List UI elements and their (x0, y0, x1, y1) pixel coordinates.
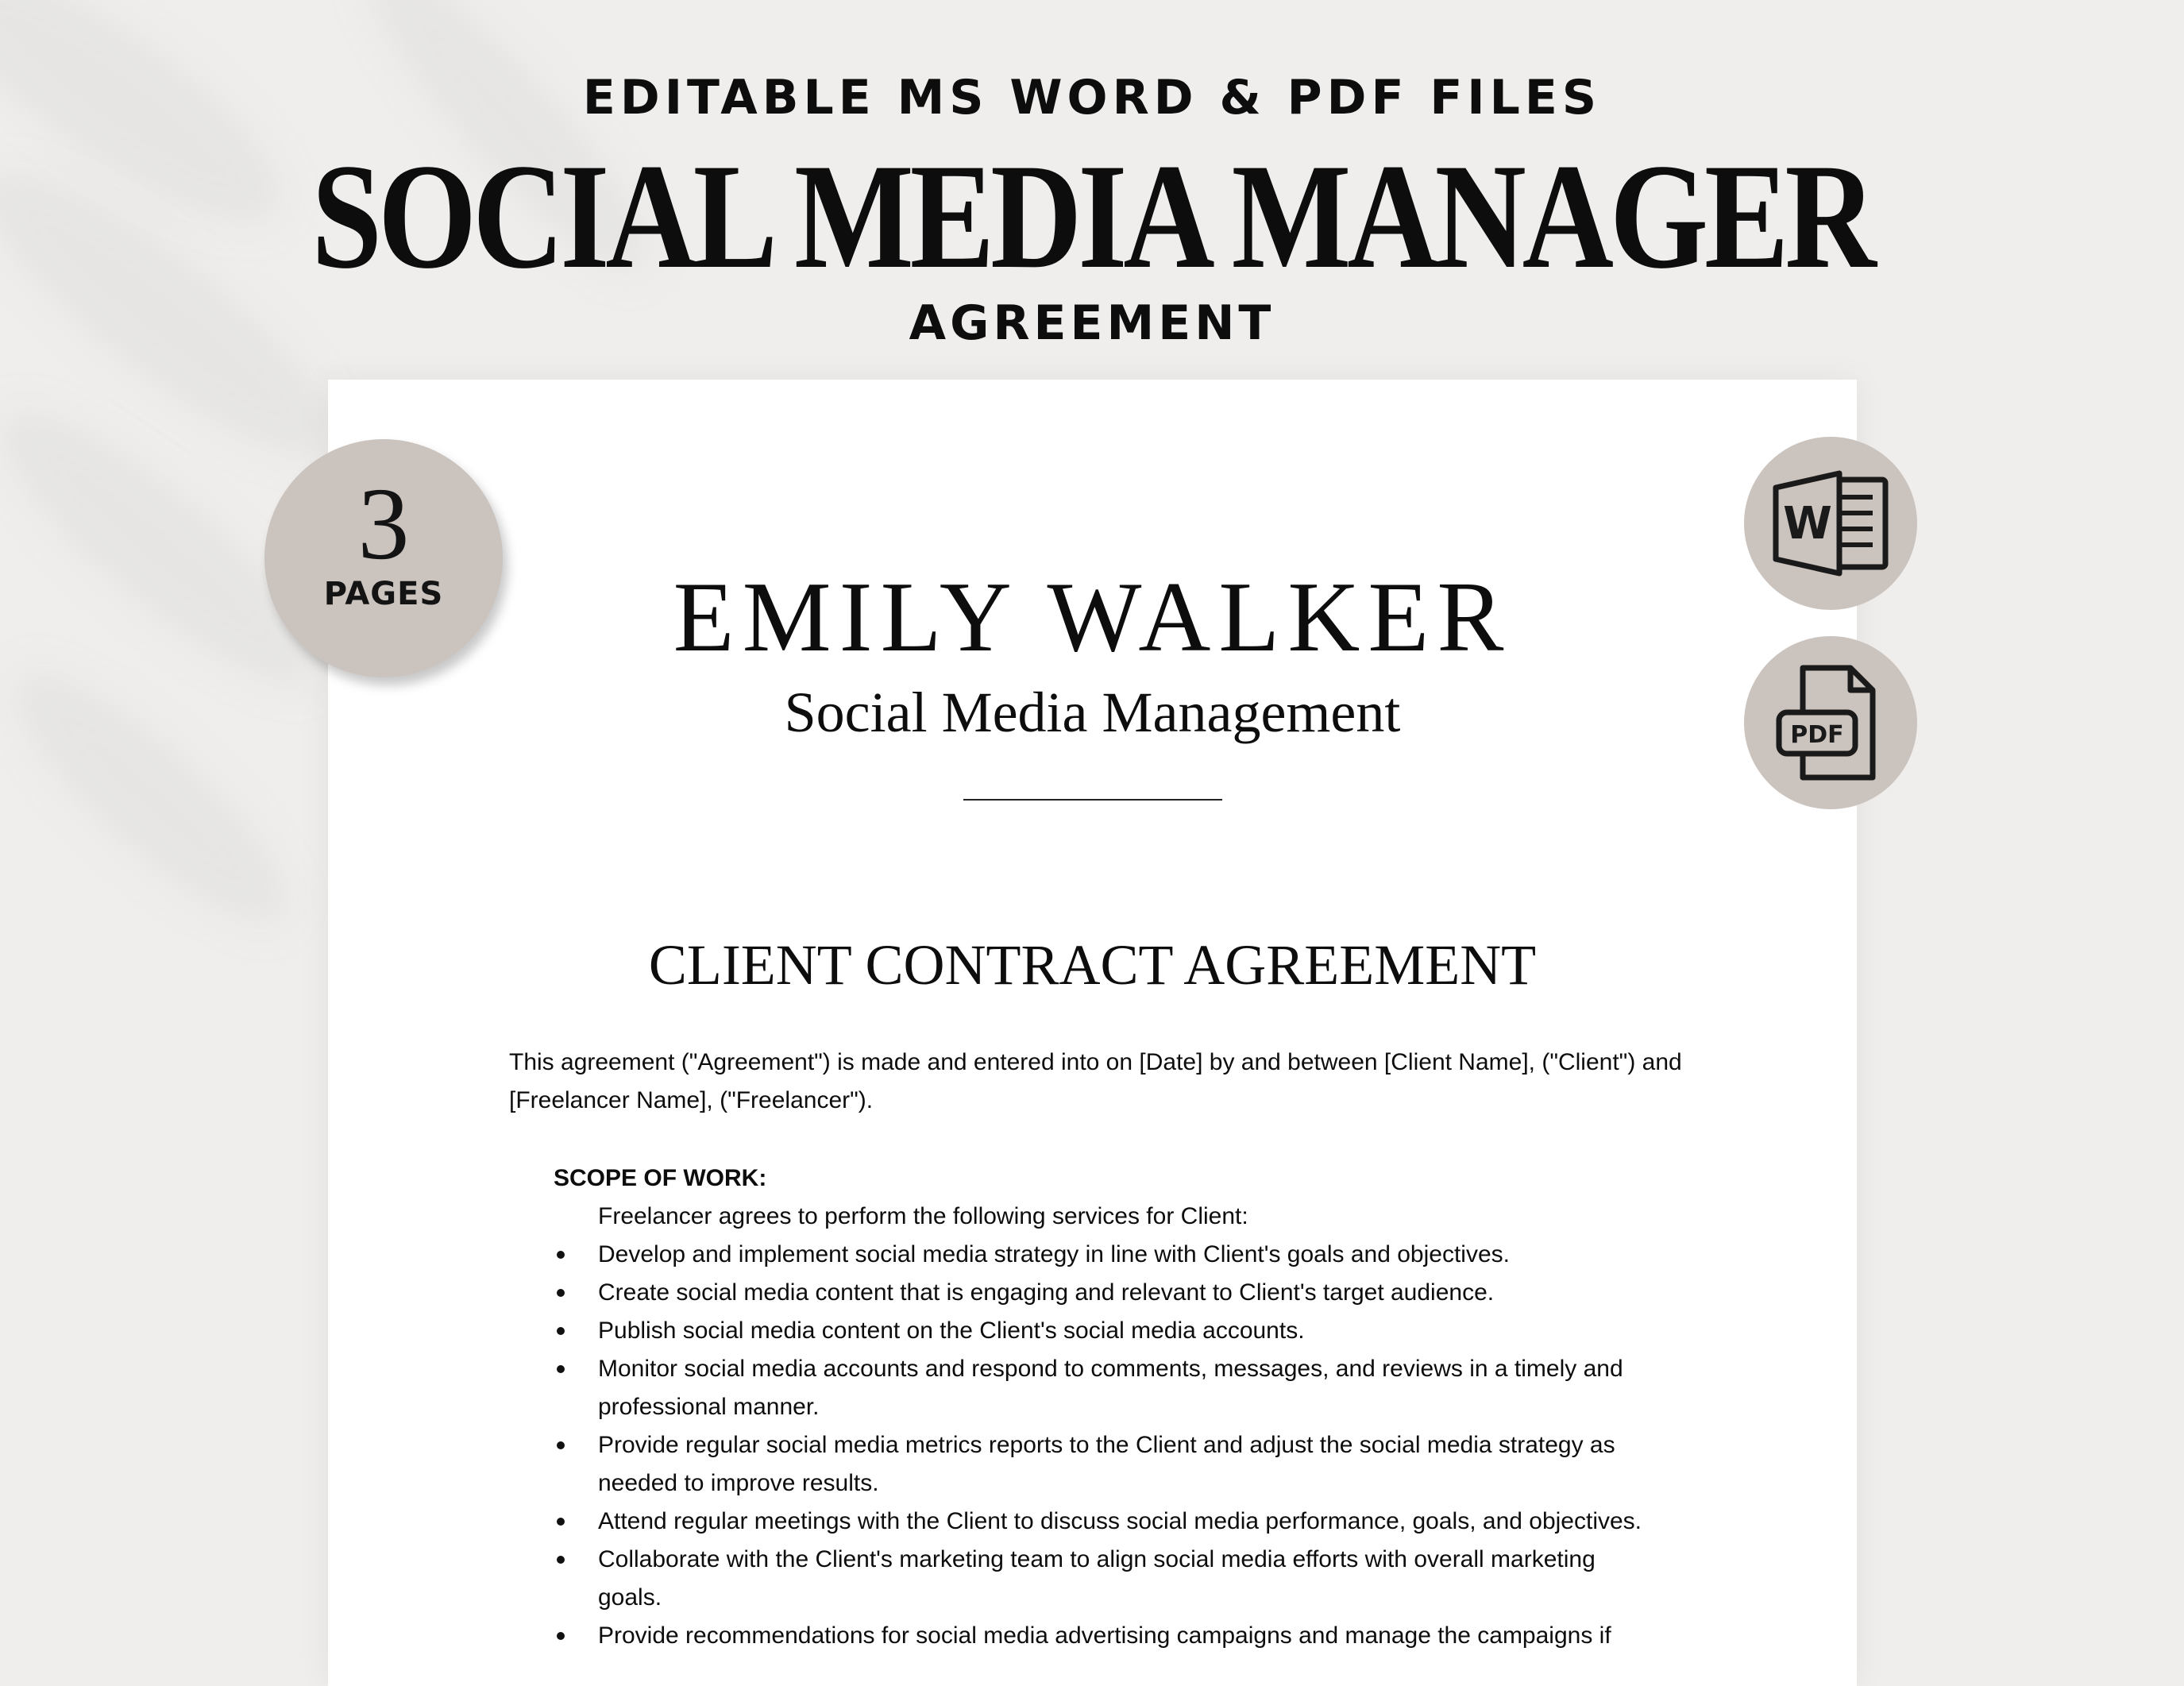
pdf-label: PDF (1790, 721, 1844, 749)
pages-badge (264, 439, 503, 677)
pdf-file-badge (1744, 636, 1917, 809)
document-preview (328, 380, 1857, 1686)
list-item: Provide regular social media metrics reports to the Client and adjust the social media strategy as needed to improve results. (598, 1426, 1662, 1503)
pdf-file-icon (1744, 636, 1917, 809)
word-letter: W (1783, 498, 1832, 550)
header-title: SOCIAL MEDIA MANAGER (311, 133, 1873, 300)
document-name: EMILY WALKER (673, 562, 1512, 673)
scope-title: SCOPE OF WORK: (554, 1165, 767, 1191)
list-item: Develop and implement social media strategy in line with Client's goals and objectives. (598, 1236, 1662, 1274)
document-role: Social Media Management (784, 681, 1401, 744)
divider (963, 799, 1222, 801)
scope-lead: Freelancer agrees to perform the following services for Client: (598, 1203, 1248, 1229)
pages-label: PAGES (323, 576, 444, 612)
list-item: Create social media content that is engaging and relevant to Client's target audience. (598, 1274, 1662, 1312)
list-item: Publish social media content on the Client's social media accounts. (598, 1312, 1662, 1350)
header-eyebrow: EDITABLE MS WORD & PDF FILES (582, 70, 1602, 125)
pages-count: 3 (357, 467, 410, 581)
background-shadow (0, 638, 321, 959)
list-item: Provide recommendations for social media advertising campaigns and manage the campaigns if (598, 1617, 1662, 1655)
scope-list (598, 1236, 1662, 1655)
list-item: Attend regular meetings with the Client to discuss social media performance, goals, and objectives. (598, 1503, 1662, 1541)
header-subtitle: AGREEMENT (909, 295, 1275, 351)
word-file-badge (1744, 437, 1917, 610)
document-heading: CLIENT CONTRACT AGREEMENT (648, 933, 1537, 997)
list-item: Collaborate with the Client's marketing team to align social media efforts with overall marketing goals. (598, 1541, 1662, 1617)
document-intro: This agreement ("Agreement") is made and entered into on [Date] by and between [Client Name], ("Client") and [Freelancer Name], ("Freelancer"). (509, 1049, 1682, 1113)
list-item: Monitor social media accounts and respond to comments, messages, and reviews in a timely and professional manner. (598, 1350, 1662, 1426)
word-file-icon (1744, 437, 1917, 610)
